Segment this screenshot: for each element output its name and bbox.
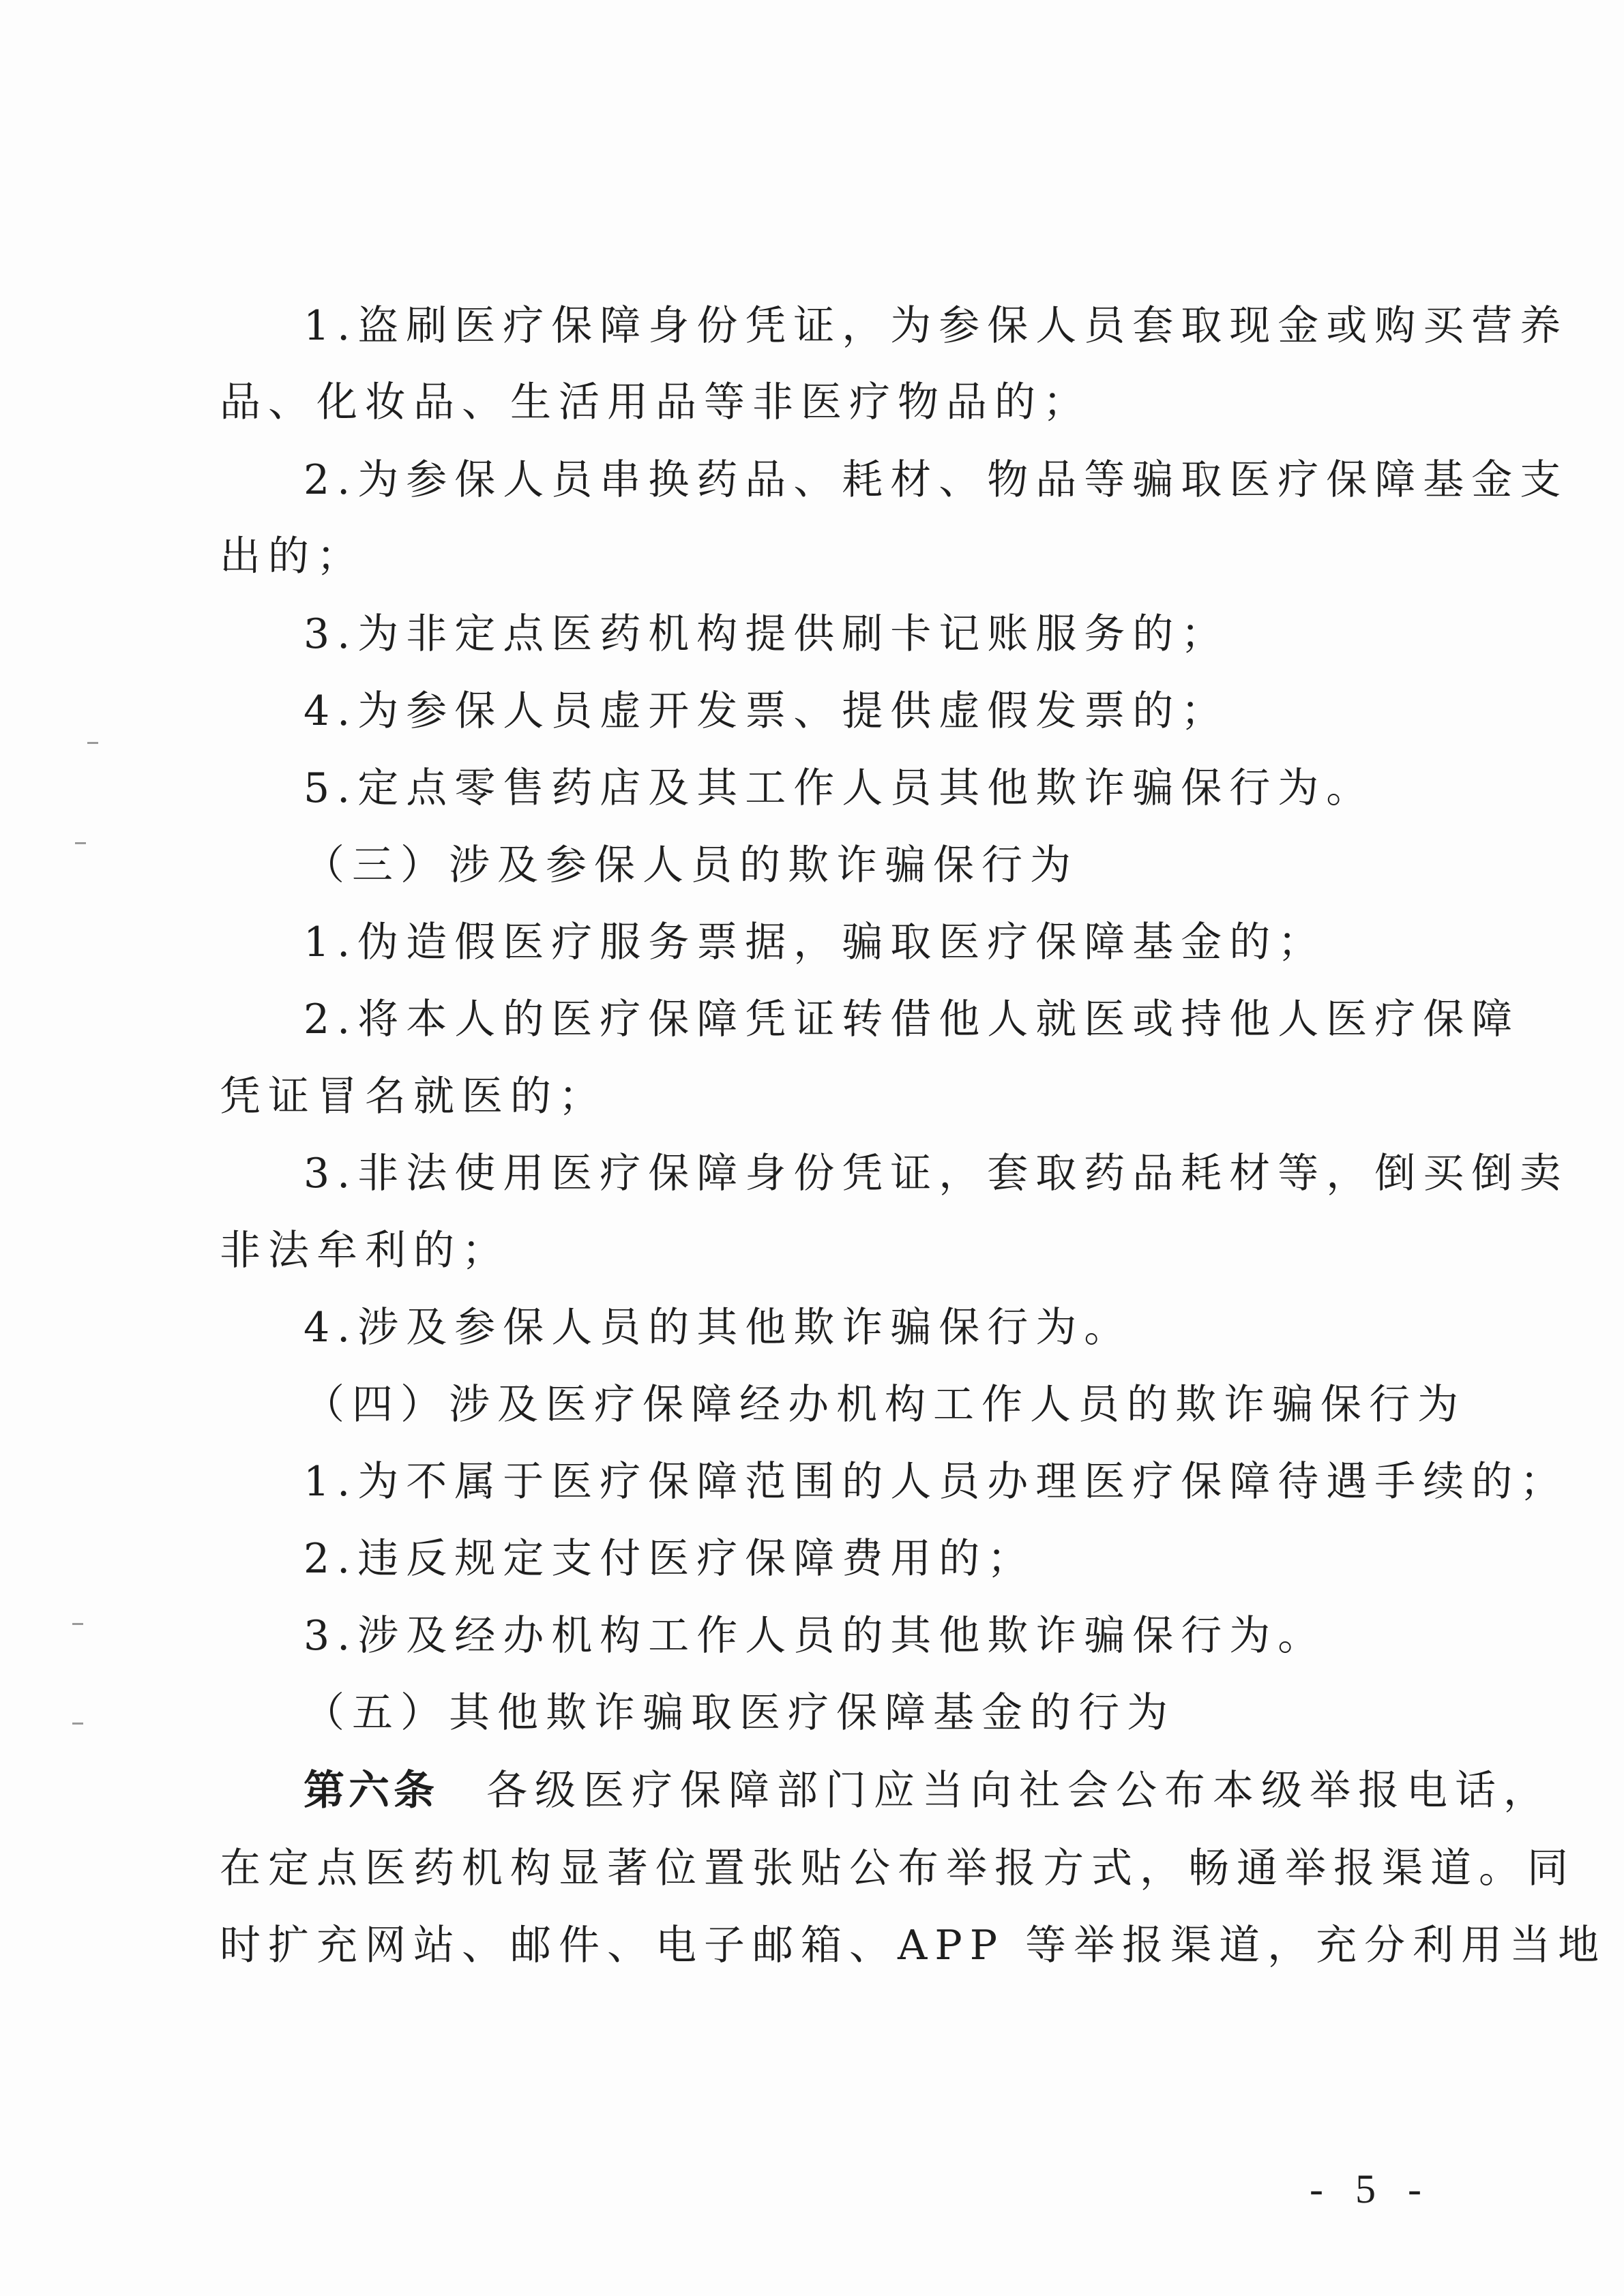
para-line-1: 1.盗刷医疗保障身份凭证，为参保人员套取现金或购买营养 xyxy=(304,302,1569,350)
article-6-label: 第六条 xyxy=(304,1767,439,1815)
para-line-6: 4.为参保人员虚开发票、提供虚假发票的； xyxy=(304,687,1230,735)
page-number: - 5 - xyxy=(1310,2166,1432,2211)
section-heading-4: （四）涉及医疗保障经办机构工作人员的欺诈骗保行为 xyxy=(304,1381,1466,1429)
para-line-11: 凭证冒名就医的； xyxy=(220,1073,607,1120)
scan-mark xyxy=(75,842,86,844)
para-line-7: 5.定点零售药店及其工作人员其他欺诈骗保行为。 xyxy=(304,764,1375,812)
para-line-5: 3.为非定点医药机构提供刷卡记账服务的； xyxy=(304,610,1230,658)
para-line-14: 4.涉及参保人员的其他欺诈骗保行为。 xyxy=(304,1304,1133,1352)
article-6-text: 各级医疗保障部门应当向社会公布本级举报电话， xyxy=(486,1767,1552,1815)
article-6-line-3: 时扩充网站、邮件、电子邮箱、APP 等举报渠道，充分利用当地 xyxy=(220,1922,1607,1969)
para-line-16: 1.为不属于医疗保障范围的人员办理医疗保障待遇手续的； xyxy=(304,1458,1569,1506)
para-line-9: 1.伪造假医疗服务票据，骗取医疗保障基金的； xyxy=(304,919,1327,966)
para-line-4: 出的； xyxy=(220,533,365,580)
section-heading-3: （三）涉及参保人员的欺诈骗保行为 xyxy=(304,841,1078,889)
article-6-line-2: 在定点医药机构显著位置张贴公布举报方式，畅通举报渠道。同 xyxy=(220,1845,1576,1892)
para-line-2: 品、化妆品、生活用品等非医疗物品的； xyxy=(220,378,1091,426)
para-line-10: 2.将本人的医疗保障凭证转借他人就医或持他人医疗保障 xyxy=(304,996,1520,1043)
para-line-18: 3.涉及经办机构工作人员的其他欺诈骗保行为。 xyxy=(304,1612,1327,1660)
scan-mark xyxy=(72,1623,83,1625)
para-line-12: 3.非法使用医疗保障身份凭证，套取药品耗材等，倒买倒卖 xyxy=(304,1150,1569,1197)
scan-mark xyxy=(87,742,98,744)
para-line-3: 2.为参保人员串换药品、耗材、物品等骗取医疗保障基金支 xyxy=(304,456,1569,504)
section-heading-5: （五）其他欺诈骗取医疗保障基金的行为 xyxy=(304,1689,1175,1737)
para-line-13: 非法牟利的； xyxy=(220,1227,510,1274)
scan-mark xyxy=(72,1723,83,1725)
para-line-17: 2.违反规定支付医疗保障费用的； xyxy=(304,1535,1036,1583)
article-6-first-line xyxy=(304,1763,1552,1818)
